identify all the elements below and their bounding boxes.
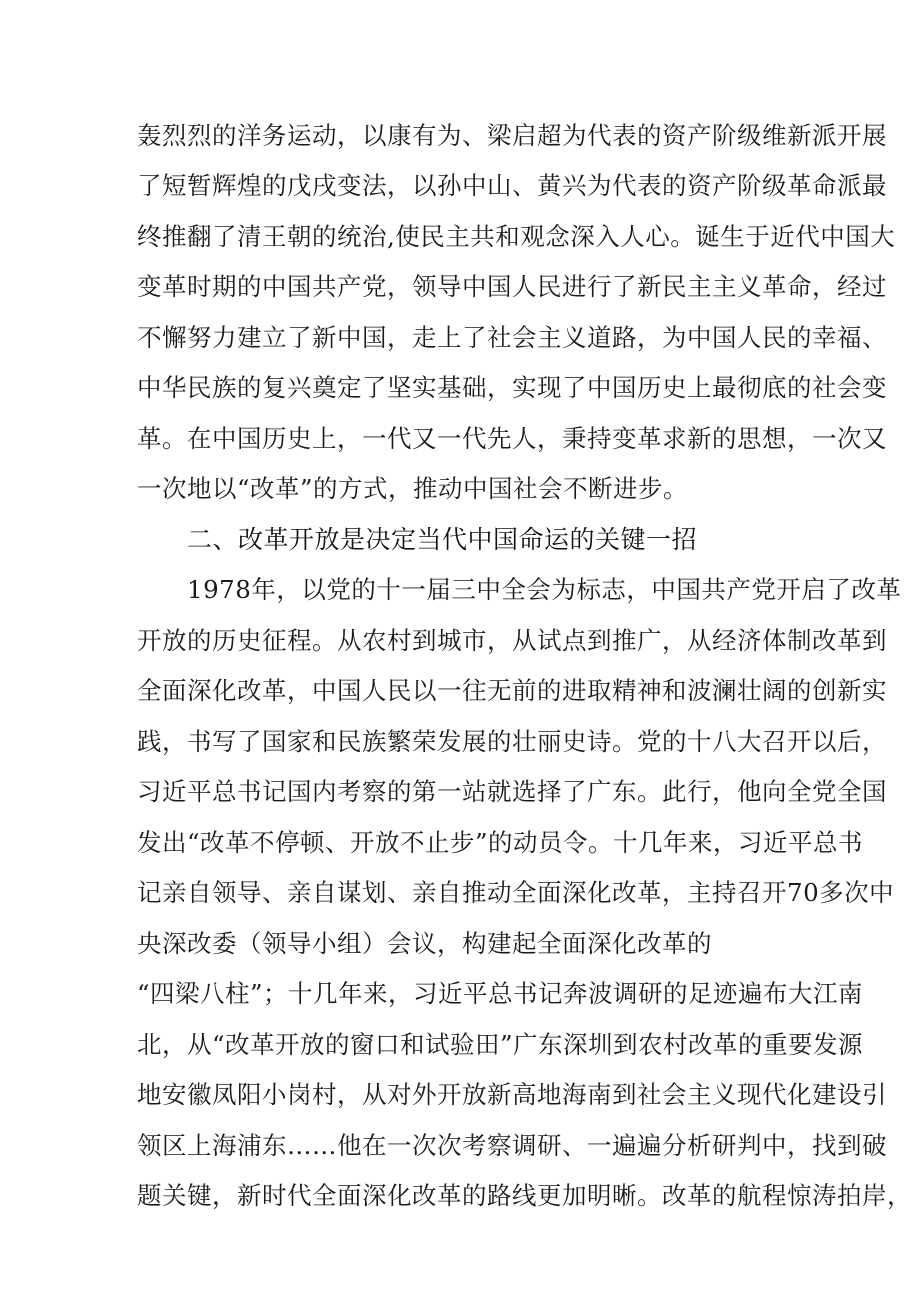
paragraph-line: 轰烈烈的洋务运动，以康有为、梁启超为代表的资产阶级维新派开展: [137, 121, 887, 150]
paragraph-line: 终推翻了清王朝的统治,使民主共和观念深入人心。诞生于近代中国大: [137, 222, 896, 251]
paragraph-line: 地安徽凤阳小岗村，从对外开放新高地海南到社会主义现代化建设引: [137, 1080, 887, 1109]
paragraph-line: 央深改委（领导小组）会议，构建起全面深化改革的: [137, 929, 712, 958]
section-heading: 二、改革开放是决定当代中国命运的关键一招: [187, 525, 698, 554]
paragraph-line: 发出“改革不停顿、开放不止步”的动员令。十几年来，习近平总书: [137, 828, 864, 857]
paragraph-line: 变革时期的中国共产党，领导中国人民进行了新民主主义革命，经过: [137, 272, 887, 301]
paragraph-line: 革。在中国历史上，一代又一代先人，秉持变革求新的思想，一次又: [137, 424, 887, 453]
paragraph-line: 了短暂辉煌的戊戌变法，以孙中山、黄兴为代表的资产阶级革命派最: [137, 171, 887, 200]
paragraph-line: 全面深化改革，中国人民以一往无前的进取精神和波澜壮阔的创新实: [137, 676, 887, 705]
paragraph-line: 开放的历史征程。从农村到城市，从试点到推广，从经济体制改革到: [137, 626, 887, 655]
paragraph-line: 践，书写了国家和民族繁荣发展的壮丽史诗。党的十八大召开以后，: [137, 727, 887, 756]
paragraph-line: 一次地以“改革”的方式，推动中国社会不断进步。: [137, 474, 689, 503]
paragraph-line: 中华民族的复兴奠定了坚实基础，实现了中国历史上最彻底的社会变: [137, 373, 887, 402]
paragraph-line: 不懈努力建立了新中国，走上了社会主义道路，为中国人民的幸福、: [137, 323, 887, 352]
paragraph-line: “四梁八柱”；十几年来，习近平总书记奔波调研的足迹遍布大江南: [137, 979, 864, 1008]
paragraph-line: 题关键，新时代全面深化改革的路线更加明晰。改革的航程惊涛拍岸，: [137, 1181, 912, 1210]
paragraph-line: 北，从“改革开放的窗口和试验田”广东深圳到农村改革的重要发源: [137, 1030, 864, 1059]
paragraph-line: 领区上海浦东……他在一次次考察调研、一遍遍分析研判中，找到破: [137, 1131, 887, 1160]
paragraph-line: 记亲自领导、亲自谋划、亲自推动全面深化改革，主持召开70多次中: [137, 878, 895, 907]
paragraph-line: 习近平总书记国内考察的第一站就选择了广东。此行，他向全党全国: [137, 777, 887, 806]
paragraph-line: 1978年，以党的十一届三中全会为标志，中国共产党开启了改革: [187, 575, 902, 604]
